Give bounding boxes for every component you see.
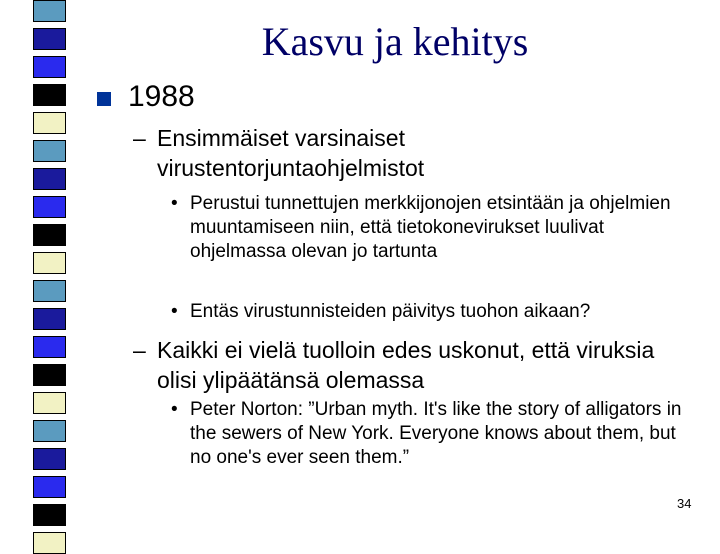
bullet-year: 1988 <box>128 80 195 113</box>
stripe-block <box>33 364 66 386</box>
square-bullet-icon <box>97 92 111 106</box>
stripe-block <box>33 196 66 218</box>
sub2-text: Kaikki ei vielä tuolloin edes uskonut, että viruksia olisi ylipäätänsä olemassa <box>157 337 655 393</box>
stripe-block <box>33 420 66 442</box>
stripe-block <box>33 504 66 526</box>
stripe-block <box>33 168 66 190</box>
sub1-dash: – <box>133 125 146 151</box>
bullet-dot: • <box>171 193 178 214</box>
stripe-block <box>33 0 66 22</box>
stripe-block <box>33 280 66 302</box>
stripe-block <box>33 448 66 470</box>
sub1-bullet-1: Perustui tunnettujen merkkijonojen etsintään ja ohjelmien muuntamiseen niin, että tietokonevirukset luulivat ohjelmassa olevan jo tartunta <box>190 193 671 262</box>
stripe-block <box>33 140 66 162</box>
stripe-block <box>33 476 66 498</box>
stripe-block <box>33 252 66 274</box>
sub2-dash: – <box>133 337 146 363</box>
sub2-bullet-1: Peter Norton: ”Urban myth. It's like the story of alligators in the sewers of New York. Everyone knows about them, but no one's ever seen them.” <box>190 399 682 468</box>
stripe-block <box>33 336 66 358</box>
stripe-block <box>33 224 66 246</box>
page-number: 34 <box>677 496 692 511</box>
slide-title: Kasvu ja kehitys <box>261 19 529 64</box>
stripe-block <box>33 28 66 50</box>
stripe-block <box>33 308 66 330</box>
stripe-block <box>33 112 66 134</box>
bullet-dot: • <box>171 301 178 322</box>
sub1-text: Ensimmäiset varsinaiset virustentorjuntaohjelmistot <box>157 125 425 181</box>
stripe-block <box>33 56 66 78</box>
decorative-stripe <box>33 0 66 540</box>
stripe-block <box>33 84 66 106</box>
stripe-block <box>33 392 66 414</box>
stripe-block <box>33 532 66 554</box>
sub1-bullet-2: Entäs virustunnisteiden päivitys tuohon aikaan? <box>190 301 591 322</box>
bullet-dot: • <box>171 399 178 420</box>
